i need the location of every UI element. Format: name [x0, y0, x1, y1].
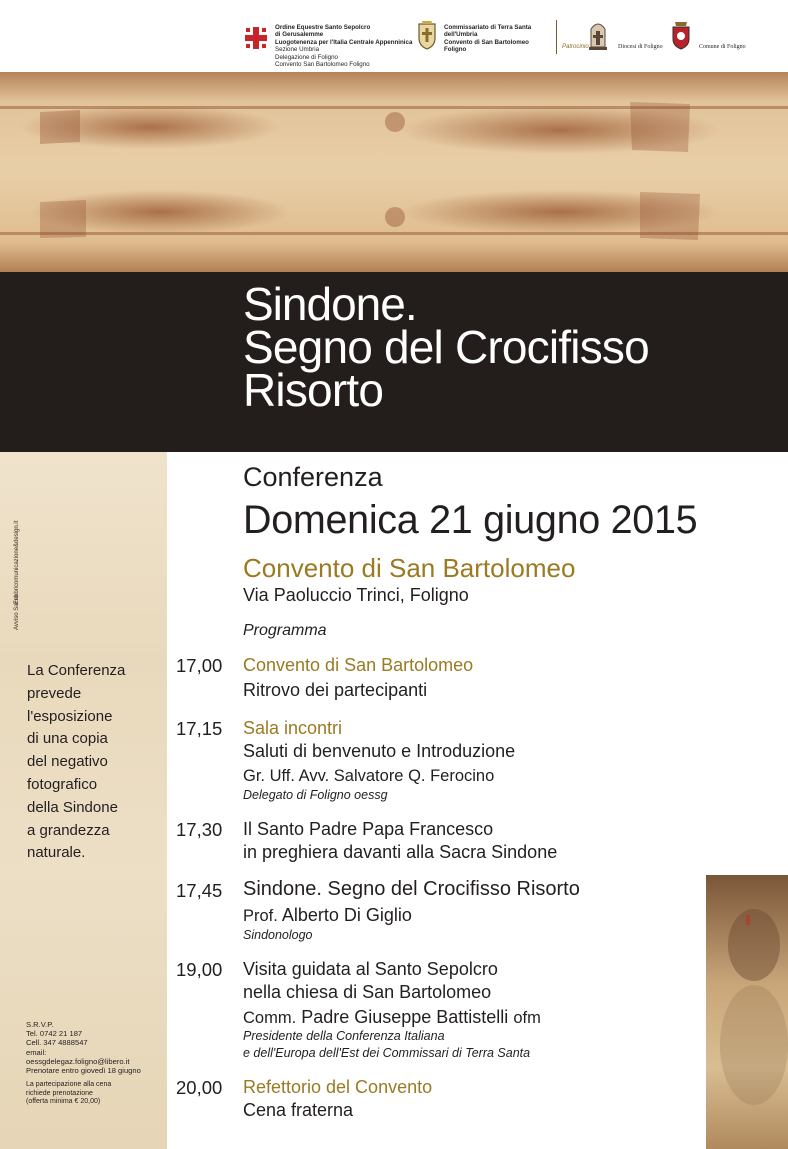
org-oessg-text: Ordine Equestre Santo Sepolcro di Gerusalemme Luogotenenza per l'Italia Centrale Appenninica Sezione Umbria Delegazione di Foligno Convento San Bartolomeo Foligno [275, 24, 413, 69]
header-divider [556, 20, 557, 54]
program-time: 17,30 [176, 819, 223, 840]
program-place: Sala incontri [243, 718, 343, 738]
program-speaker: Comm. Padre Giuseppe Battistelli ofm [243, 1007, 541, 1027]
program-line: Visita guidata al Santo Sepolcro [243, 959, 498, 979]
diocesi-emblem-icon [587, 19, 609, 51]
exhibition-note: La Conferenza prevede l'esposizione di una copia del negativo fotografico della Sindone a grandezza naturale. [27, 662, 126, 862]
program-line: nella chiesa di San Bartolomeo [243, 982, 492, 1002]
program-role: Presidente della Conferenza Italiana [243, 1029, 445, 1043]
program-role: Sindonologo [243, 928, 313, 942]
event-venue: Convento di San Bartolomeo [243, 553, 576, 583]
shroud-face-thumbnail [706, 875, 788, 1149]
rsvp-contact: S.R.V.P. Tel. 0742 21 187 Cell. 347 4888547 email: oessgdelegaz.foligno@libero.it Prenotare entro giovedì 18 giugno La partecipazione alla cena richiede prenotazione (offerta minima € 20,00) [26, 1020, 166, 1106]
credit-avviso-sacro: Avviso Sacro [14, 595, 20, 630]
patrocinio-label: Patrocinio [562, 44, 589, 50]
shroud-image [0, 72, 788, 272]
org-commissariato-text: Commissariato di Terra Santa dell'Umbria Convento di San Bartolomeo Foligno [444, 24, 532, 54]
program-time: 20,00 [176, 1077, 223, 1098]
credit-designer: Fabbricomunicazione&design.it [14, 520, 20, 604]
event-address: Via Paoluccio Trinci, Foligno [243, 585, 469, 605]
program-time: 17,15 [176, 718, 223, 739]
program-place: Convento di San Bartolomeo [243, 655, 474, 675]
diocesi-label: Diocesi di Foligno [618, 44, 663, 50]
comune-label: Comune di Foligno [699, 44, 746, 50]
program-role: Delegato di Foligno oessg [243, 788, 388, 802]
program-role: e dell'Europa dell'Est dei Commissari di Terra Santa [243, 1046, 531, 1060]
event-type: Conferenza [243, 462, 383, 492]
email-link[interactable]: oessgdelegaz.foligno@libero.it [26, 1056, 130, 1066]
program-speaker: Gr. Uff. Avv. Salvatore Q. Ferocino [243, 767, 495, 785]
program-desc: Saluti di benvenuto e Introduzione [243, 741, 516, 761]
program-talk-title: Sindone. Segno del Crocifisso Risorto [243, 878, 580, 900]
event-title: Sindone. Segno del Crocifisso Risorto [243, 278, 649, 416]
program-speaker: Prof. Alberto Di Giglio [243, 905, 412, 925]
program-heading: Programma [243, 622, 327, 639]
comune-crest-icon [670, 20, 692, 50]
program-time: 17,45 [176, 880, 223, 901]
program-line: Il Santo Padre Papa Francesco [243, 819, 494, 839]
program-desc: Ritrovo dei partecipanti [243, 680, 428, 700]
program-time: 17,00 [176, 655, 223, 676]
jerusalem-cross-icon [243, 25, 269, 51]
program-line: in preghiera davanti alla Sacra Sindone [243, 842, 558, 862]
program-desc: Cena fraterna [243, 1100, 354, 1120]
program-place: Refettorio del Convento [243, 1077, 433, 1097]
event-date: Domenica 21 giugno 2015 [243, 498, 698, 542]
program-time: 19,00 [176, 959, 223, 980]
custodia-crest-icon [416, 20, 438, 50]
